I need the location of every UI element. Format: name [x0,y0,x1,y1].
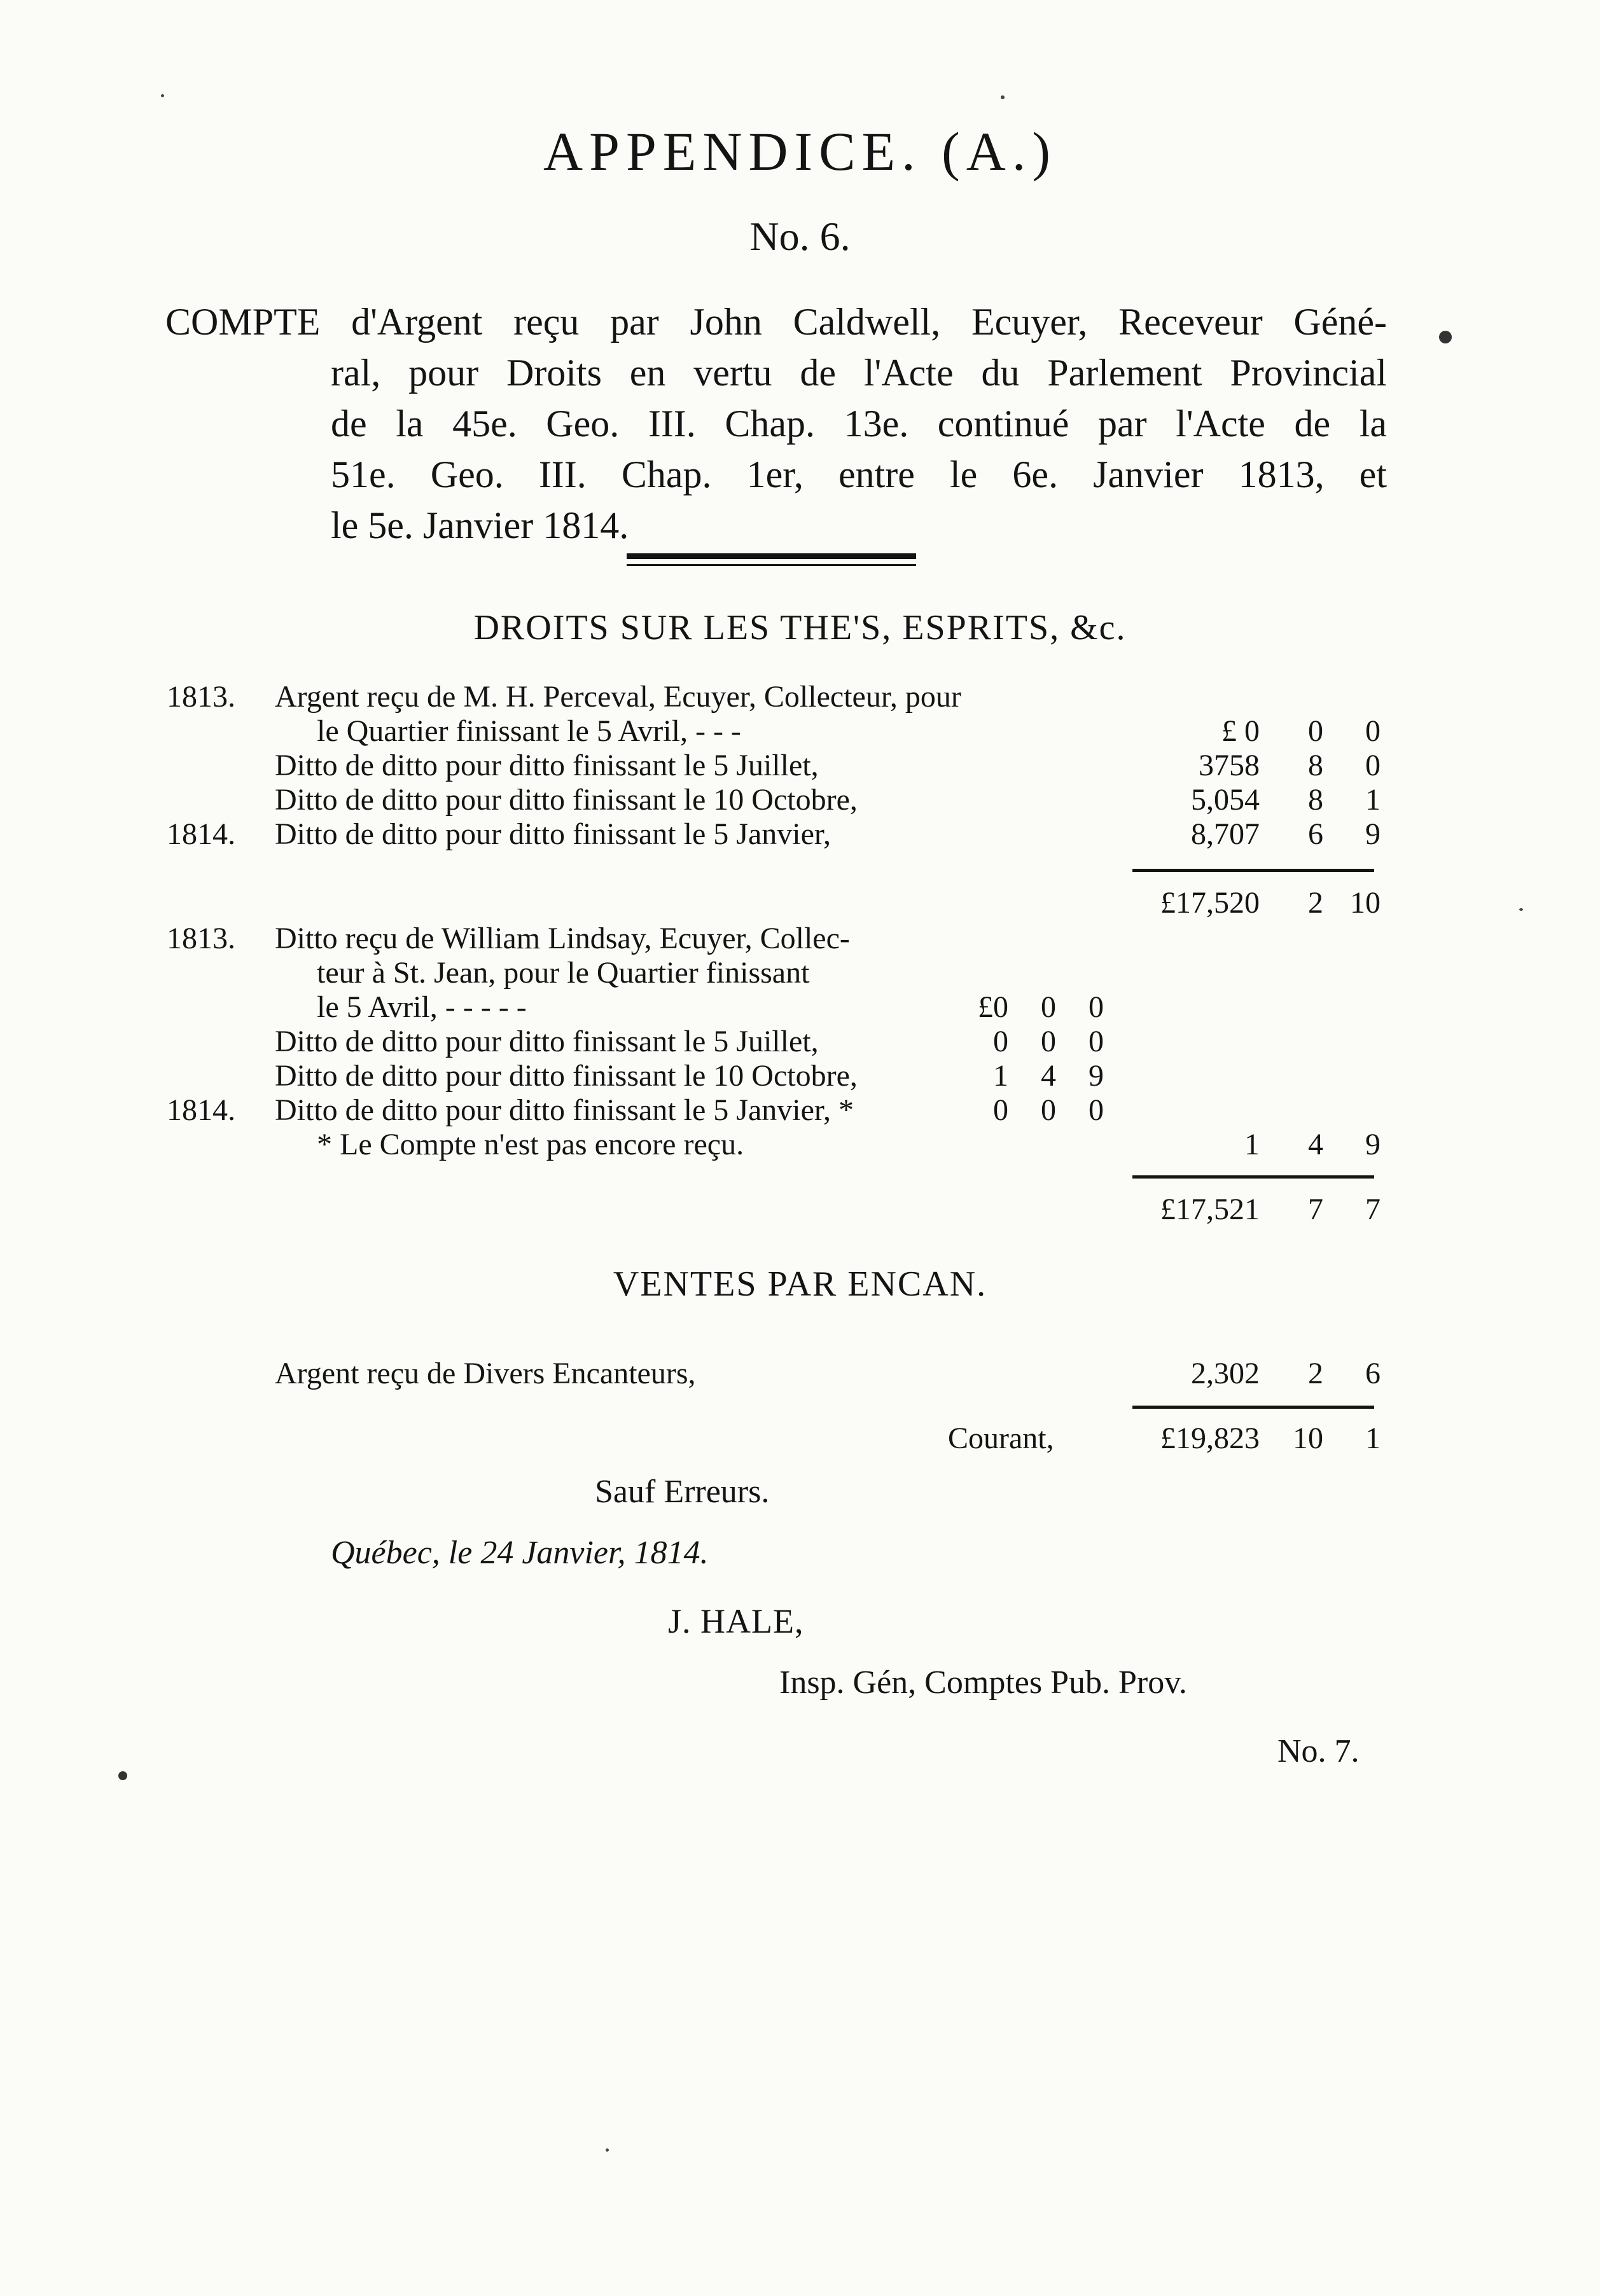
amount-pounds: 8,707 [1191,817,1260,851]
amount-pence: 9 [1089,1059,1104,1093]
amount-shillings: 6 [1308,817,1323,851]
amount-pounds: 5,054 [1191,783,1260,817]
intro-line: ral, pour Droits en vertu de l'Acte du Parlement Provincial [331,352,1387,394]
ledger-row [0,782,1600,818]
sum-rule [1132,869,1374,872]
paper-speck [1519,908,1523,911]
amount-pence: 1 [1365,783,1381,817]
ledger-description: Ditto reçu de William Lindsay, Ecuyer, Collec- [275,922,850,955]
ledger-description: Ditto de ditto pour ditto finissant le 5 Juillet, [275,1025,819,1058]
amount-pence: 0 [1365,714,1381,748]
amount-pence: 0 [1089,1093,1104,1127]
year-label: 1814. [167,817,235,851]
amount-pounds: £ 0 [1221,714,1260,748]
section-heading-ventes: VENTES PAR ENCAN. [613,1264,987,1304]
page-title: APPENDICE. (A.) [543,121,1057,182]
amount-shillings: 0 [1041,990,1056,1024]
amount-shillings: 10 [1293,1421,1323,1455]
amount-pence: 10 [1350,886,1381,920]
ledger-row [0,679,1600,715]
intro-line: le 5e. Janvier 1814. [331,504,629,546]
ledger-description: Ditto de ditto pour ditto finissant le 5 Janvier, [275,817,831,851]
ledger-row [0,955,1600,991]
separator-rule [627,564,916,566]
document-number: No. 6. [749,214,851,259]
amount-pence: 9 [1365,817,1381,851]
amount-shillings: 2 [1308,886,1323,920]
amount-pence: 0 [1089,990,1104,1024]
subtotal-row [0,885,1600,921]
ledger-description: le 5 Avril, - - - - - [317,990,527,1024]
amount-shillings: 8 [1308,749,1323,782]
amount-pence: 1 [1365,1421,1381,1455]
ledger-row [0,714,1600,749]
ledger-row [0,817,1600,852]
ledger-row [0,1356,1600,1392]
amount-pounds: 2,302 [1191,1357,1260,1390]
section-heading-droits: DROITS SUR LES THE'S, ESPRITS, &c. [473,608,1127,647]
amount-pounds: 0 [993,1093,1008,1127]
amount-pence: 0 [1365,749,1381,782]
amount-pounds: 1 [1244,1128,1260,1161]
amount-pounds: £17,520 [1160,886,1260,920]
ledger-row [0,1058,1600,1094]
ledger-row [0,921,1600,957]
amount-shillings: 0 [1041,1093,1056,1127]
next-document-number: No. 7. [1277,1733,1360,1769]
amount-pounds: £19,823 [1160,1421,1260,1455]
amount-pence: 7 [1365,1193,1381,1226]
intro-line: de la 45e. Geo. III. Chap. 13e. continué par l'Acte de la [331,403,1387,445]
amount-pounds: £17,521 [1160,1193,1260,1226]
year-label: 1813. [167,680,235,714]
amount-pence: 9 [1365,1128,1381,1161]
paper-speck [118,1771,127,1780]
year-label: 1813. [167,922,235,955]
dateline: Québec, le 24 Janvier, 1814. [331,1535,709,1571]
amount-shillings: 4 [1041,1059,1056,1093]
amount-shillings: 4 [1308,1128,1323,1161]
amount-shillings: 0 [1308,714,1323,748]
sum-rule [1132,1406,1374,1409]
paper-speck [606,2148,609,2152]
ledger-description: le Quartier finissant le 5 Avril, - - - [317,714,741,748]
courant-label: Courant, [948,1421,1054,1455]
grand-total-row [0,1421,1600,1456]
ledger-description: teur à St. Jean, pour le Quartier finissant [317,956,810,990]
amount-pence: 6 [1365,1357,1381,1390]
amount-pounds: 0 [993,1025,1008,1058]
amount-shillings: 8 [1308,783,1323,817]
ledger-row [0,1127,1600,1163]
intro-line: 51e. Geo. III. Chap. 1er, entre le 6e. Janvier 1813, et [331,453,1387,495]
total-row [0,1192,1600,1228]
ledger-description: Ditto de ditto pour ditto finissant le 10 Octobre, [275,783,858,817]
ledger-row [0,990,1600,1025]
paper-speck [161,94,164,97]
ledger-description: Ditto de ditto pour ditto finissant le 10 Octobre, [275,1059,858,1093]
amount-pounds: 3758 [1199,749,1260,782]
amount-pounds: £0 [978,990,1008,1024]
ledger-row [0,1093,1600,1128]
ledger-row [0,1024,1600,1060]
sum-rule [1132,1175,1374,1179]
paper-speck [1439,331,1452,343]
footnote: * Le Compte n'est pas encore reçu. [317,1128,744,1161]
amount-shillings: 2 [1308,1357,1323,1390]
year-label: 1814. [167,1093,235,1127]
amount-pounds: 1 [993,1059,1008,1093]
separator-rule [627,553,916,559]
paper-speck [1001,95,1005,99]
intro-paragraph [165,296,1387,551]
ledger-description: Argent reçu de Divers Encanteurs, [275,1357,696,1390]
ledger-row [0,748,1600,784]
amount-shillings: 7 [1308,1193,1323,1226]
intro-line: COMPTE d'Argent reçu par John Caldwell, Ecuyer, Receveur Géné- [165,301,1387,343]
ledger-description: Argent reçu de M. H. Perceval, Ecuyer, Collecteur, pour [275,680,961,714]
amount-pence: 0 [1089,1025,1104,1058]
ledger-description: Ditto de ditto pour ditto finissant le 5 Janvier, * [275,1093,854,1127]
amount-shillings: 0 [1041,1025,1056,1058]
signer-office: Insp. Gén, Comptes Pub. Prov. [779,1664,1187,1701]
signer-name: J. HALE, [668,1602,804,1640]
ledger-description: Ditto de ditto pour ditto finissant le 5 Juillet, [275,749,819,782]
sauf-erreurs: Sauf Erreurs. [595,1474,770,1510]
